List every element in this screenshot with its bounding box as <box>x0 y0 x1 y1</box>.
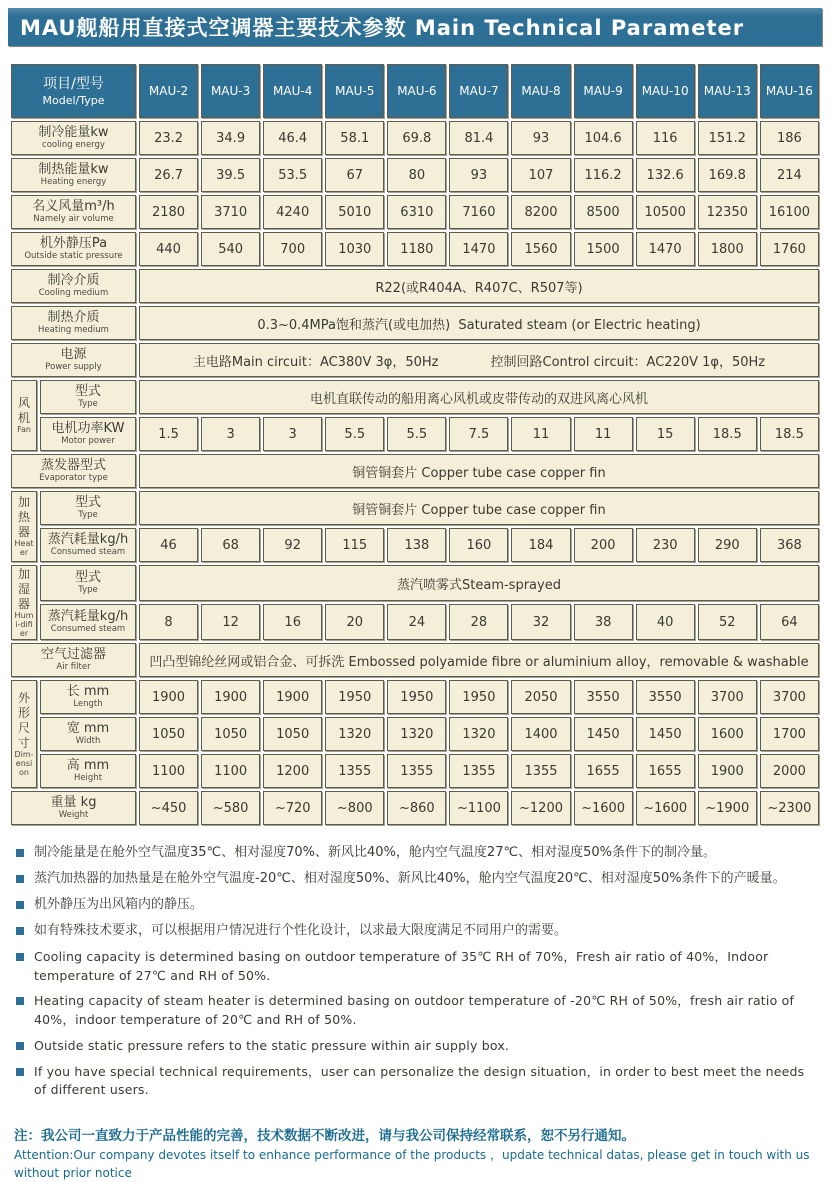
value-cell: 290 <box>698 528 757 562</box>
value-cell: 1700 <box>760 717 819 751</box>
bullet-icon <box>16 997 24 1005</box>
value-cell: ~860 <box>387 791 446 825</box>
spec-table-head <box>11 64 819 118</box>
value-cell: 3550 <box>636 680 695 714</box>
value-cell: 24 <box>387 604 446 640</box>
value-cell: 151.2 <box>698 121 757 155</box>
value-cell: 8 <box>139 604 198 640</box>
value-cell: 1950 <box>325 680 384 714</box>
value-cell: 1900 <box>201 680 260 714</box>
value-cell: 7.5 <box>449 417 508 451</box>
value-cell: 39.5 <box>201 158 260 192</box>
row-span-value: 主电路Main circuit：AC380V 3φ，50Hz 控制回路Control circuit：AC220V 1φ，50Hz <box>139 343 819 377</box>
value-cell: 1050 <box>139 717 198 751</box>
value-cell: 700 <box>263 232 322 266</box>
value-cell: 1470 <box>449 232 508 266</box>
row-label-zh: 蒸汽耗量kg/h <box>47 531 129 547</box>
note-item <box>14 948 816 986</box>
spec-table <box>8 61 822 828</box>
table-row <box>11 604 819 640</box>
row-label-en: Heating energy <box>40 176 107 187</box>
value-cell: 1450 <box>574 717 633 751</box>
value-cell: 186 <box>760 121 819 155</box>
value-cell: 1.5 <box>139 417 198 451</box>
row-label-cell <box>40 528 136 562</box>
bullet-icon <box>16 849 24 857</box>
value-cell: 1655 <box>636 754 695 788</box>
row-label-zh: 制冷能量kw <box>38 124 109 140</box>
row-label-zh: 型式 <box>74 494 101 510</box>
row-label-en: Motor power <box>61 435 115 446</box>
value-cell: 1030 <box>325 232 384 266</box>
header-model-mau-9: MAU-9 <box>574 64 633 118</box>
row-label-cell <box>11 643 136 677</box>
value-cell: 3 <box>201 417 260 451</box>
value-cell: 200 <box>574 528 633 562</box>
value-cell: 93 <box>511 121 570 155</box>
value-cell: 1760 <box>760 232 819 266</box>
table-row <box>11 232 819 266</box>
value-cell: 1320 <box>325 717 384 751</box>
value-cell: 1100 <box>139 754 198 788</box>
value-cell: 107 <box>511 158 570 192</box>
note-item <box>14 896 816 915</box>
group-label-en: Fan <box>17 425 31 435</box>
table-row <box>11 306 819 340</box>
value-cell: 169.8 <box>698 158 757 192</box>
value-cell: 1655 <box>574 754 633 788</box>
value-cell: 1050 <box>201 717 260 751</box>
row-label-zh: 制热介质 <box>47 309 100 325</box>
header-model-mau-8: MAU-8 <box>511 64 570 118</box>
group-label-zh: 外形尺寸 <box>17 691 30 751</box>
value-cell: 69.8 <box>387 121 446 155</box>
table-row <box>11 158 819 192</box>
value-cell: 4240 <box>263 195 322 229</box>
row-label-cell <box>11 232 136 266</box>
note-text: 如有特殊技术要求，可以根据用户情况进行个性化设计，以求最大限度满足不同用户的需要。 <box>34 922 568 938</box>
value-cell: 16 <box>263 604 322 640</box>
value-cell: 184 <box>511 528 570 562</box>
value-cell: 26.7 <box>139 158 198 192</box>
table-row <box>11 680 819 714</box>
value-cell: 23.2 <box>139 121 198 155</box>
value-cell: 3710 <box>201 195 260 229</box>
row-label-cell <box>40 604 136 640</box>
row-span-value: 蒸汽喷雾式Steam-sprayed <box>139 565 819 601</box>
row-label-zh: 名义风量m³/h <box>32 198 115 214</box>
value-cell: 116.2 <box>574 158 633 192</box>
value-cell: 80 <box>387 158 446 192</box>
value-cell: ~1100 <box>449 791 508 825</box>
note-text: 机外静压为出风箱内的静压。 <box>34 897 204 913</box>
value-cell: 1050 <box>263 717 322 751</box>
group-label-cell <box>11 380 37 451</box>
header-label-zh: 项目/型号 <box>43 76 104 93</box>
bullet-icon <box>16 1068 24 1076</box>
value-cell: 46.4 <box>263 121 322 155</box>
row-span-value: 铜管铜套片 Copper tube case copper fin <box>139 454 819 488</box>
bullet-icon <box>16 1042 24 1050</box>
attention-zh: 注：我公司一直致力于产品性能的完善，技术数据不断改进，请与我公司保持经常联系，恕不另行通知。 <box>14 1128 635 1145</box>
header-model-mau-2: MAU-2 <box>139 64 198 118</box>
note-item <box>14 844 816 863</box>
value-cell: 368 <box>760 528 819 562</box>
row-label-cell <box>11 343 136 377</box>
value-cell: 1355 <box>387 754 446 788</box>
note-text: Outside static pressure refers to the static pressure within air supply box. <box>34 1037 510 1053</box>
note-item <box>14 870 816 889</box>
group-label-zh: 加热器 <box>17 495 30 540</box>
header-model-mau-6: MAU-6 <box>387 64 446 118</box>
value-cell: 3700 <box>698 680 757 714</box>
row-label-en: Heating medium <box>38 324 109 335</box>
value-cell: 64 <box>760 604 819 640</box>
value-cell: 46 <box>139 528 198 562</box>
row-label-zh: 长 mm <box>66 684 110 700</box>
table-row <box>11 643 819 677</box>
row-label-en: Type <box>78 509 98 520</box>
row-label-zh: 电机功率KW <box>51 420 125 436</box>
value-cell: 1355 <box>325 754 384 788</box>
value-cell: 1200 <box>263 754 322 788</box>
row-label-cell <box>40 754 136 788</box>
row-label-en: Consumed steam <box>50 546 126 557</box>
table-row <box>11 380 819 414</box>
row-label-cell <box>40 491 136 525</box>
note-text: Heating capacity of steam heater is determined basing on outdoor temperature of -20℃ RH of 50%，fresh air ratio of 40%，indoor temperature of 20℃ and RH of 50%. <box>34 993 795 1028</box>
note-text: If you have special technical requirements，user can personalize the design situation，in order to best meet the needs of different users. <box>34 1063 805 1098</box>
table-row <box>11 754 819 788</box>
value-cell: ~720 <box>263 791 322 825</box>
value-cell: 540 <box>201 232 260 266</box>
row-label-zh: 高 mm <box>66 758 110 774</box>
value-cell: 81.4 <box>449 121 508 155</box>
table-row <box>11 195 819 229</box>
value-cell: 1355 <box>511 754 570 788</box>
row-span-value: R22(或R404A、R407C、R507等) <box>139 269 819 303</box>
row-label-zh: 电源 <box>60 346 87 362</box>
value-cell: ~800 <box>325 791 384 825</box>
row-label-cell <box>40 565 136 601</box>
value-cell: ~2300 <box>760 791 819 825</box>
value-cell: 1800 <box>698 232 757 266</box>
row-label-cell <box>11 195 136 229</box>
value-cell: 1950 <box>449 680 508 714</box>
value-cell: 5.5 <box>325 417 384 451</box>
value-cell: 1450 <box>636 717 695 751</box>
row-label-zh: 制冷介质 <box>47 272 100 288</box>
value-cell: 40 <box>636 604 695 640</box>
value-cell: 11 <box>574 417 633 451</box>
table-row <box>11 791 819 825</box>
value-cell: 1600 <box>698 717 757 751</box>
row-span-value: 铜管铜套片 Copper tube case copper fin <box>139 491 819 525</box>
row-label-en: Weight <box>58 810 89 821</box>
row-label-zh: 宽 mm <box>66 721 110 737</box>
value-cell: 8200 <box>511 195 570 229</box>
value-cell: 7160 <box>449 195 508 229</box>
value-cell: 12350 <box>698 195 757 229</box>
row-label-cell <box>11 306 136 340</box>
row-label-cell <box>40 680 136 714</box>
table-row <box>11 417 819 451</box>
header-model-mau-16: MAU-16 <box>760 64 819 118</box>
value-cell: 28 <box>449 604 508 640</box>
note-text: Cooling capacity is determined basing on outdoor temperature of 35℃ RH of 70%，Fresh air ratio of 40%，Indoor temperature of 27℃ and RH of 50%. <box>34 948 769 983</box>
note-item <box>14 1063 816 1101</box>
value-cell: 93 <box>449 158 508 192</box>
value-cell: 38 <box>574 604 633 640</box>
value-cell: 52 <box>698 604 757 640</box>
attention-en: Attention:Our company devotes itself to enhance performance of the products ，update technical datas, please get in touch with us without prior notice <box>14 1148 810 1181</box>
value-cell: 8500 <box>574 195 633 229</box>
row-span-value: 0.3~0.4MPa饱和蒸汽(或电加热) Saturated steam (or Electric heating) <box>139 306 819 340</box>
value-cell: 440 <box>139 232 198 266</box>
header-model-mau-13: MAU-13 <box>698 64 757 118</box>
row-label-cell <box>40 417 136 451</box>
value-cell: 3 <box>263 417 322 451</box>
note-text: 制冷能量是在舱外空气温度35℃、相对湿度70%、新风比40%，舱内空气温度27℃、相对湿度50%条件下的制冷量。 <box>34 845 716 861</box>
value-cell: 20 <box>325 604 384 640</box>
header-model-type-cell <box>11 64 136 118</box>
row-label-zh: 型式 <box>74 569 101 585</box>
value-cell: ~1600 <box>636 791 695 825</box>
row-label-cell <box>11 454 136 488</box>
value-cell: 116 <box>636 121 695 155</box>
row-span-value: 凹凸型锦纶丝网或铝合金、可拆洗 Embossed polyamide fibre or aluminium alloy，removable & washable <box>139 643 819 677</box>
row-label-zh: 空气过滤器 <box>40 647 106 663</box>
value-cell: 92 <box>263 528 322 562</box>
table-row <box>11 565 819 601</box>
value-cell: 10500 <box>636 195 695 229</box>
table-row <box>11 528 819 562</box>
group-label-cell <box>11 680 37 788</box>
value-cell: 58.1 <box>325 121 384 155</box>
header-model-mau-5: MAU-5 <box>325 64 384 118</box>
value-cell: 12 <box>201 604 260 640</box>
value-cell: 160 <box>449 528 508 562</box>
value-cell: 138 <box>387 528 446 562</box>
value-cell: 32 <box>511 604 570 640</box>
value-cell: 1950 <box>387 680 446 714</box>
value-cell: ~1900 <box>698 791 757 825</box>
value-cell: 34.9 <box>201 121 260 155</box>
group-label-en: Heater <box>14 539 34 557</box>
value-cell: 104.6 <box>574 121 633 155</box>
value-cell: 53.5 <box>263 158 322 192</box>
row-label-en: Length <box>73 699 103 710</box>
value-cell: 1320 <box>449 717 508 751</box>
header-label-en: Model/Type <box>42 93 105 107</box>
row-label-en: Cooling medium <box>38 287 109 298</box>
value-cell: 67 <box>325 158 384 192</box>
group-label-en: Dim-ension <box>14 750 34 777</box>
value-cell: 1400 <box>511 717 570 751</box>
value-cell: 1560 <box>511 232 570 266</box>
value-cell: 3700 <box>760 680 819 714</box>
group-label-en: Humi-difier <box>14 611 34 638</box>
row-label-en: Namely air volume <box>33 213 114 224</box>
value-cell: 18.5 <box>760 417 819 451</box>
attention-footer <box>8 1126 822 1182</box>
group-label-zh: 加湿器 <box>17 567 30 611</box>
table-row <box>11 343 819 377</box>
row-label-zh: 制热能量kw <box>38 161 109 177</box>
value-cell: 1320 <box>387 717 446 751</box>
value-cell: 5010 <box>325 195 384 229</box>
table-row <box>11 121 819 155</box>
value-cell: 1900 <box>698 754 757 788</box>
value-cell: 1100 <box>201 754 260 788</box>
row-label-cell <box>11 791 136 825</box>
row-label-zh: 机外静压Pa <box>39 235 108 251</box>
value-cell: 1355 <box>449 754 508 788</box>
row-label-zh: 蒸汽耗量kg/h <box>47 609 129 625</box>
group-label-cell <box>11 491 37 562</box>
note-item <box>14 992 816 1030</box>
row-label-cell <box>11 269 136 303</box>
value-cell: 214 <box>760 158 819 192</box>
bullet-icon <box>16 953 24 961</box>
value-cell: ~450 <box>139 791 198 825</box>
row-label-en: Air filter <box>56 662 91 673</box>
row-label-cell <box>11 121 136 155</box>
value-cell: 5.5 <box>387 417 446 451</box>
value-cell: ~580 <box>201 791 260 825</box>
header-model-mau-3: MAU-3 <box>201 64 260 118</box>
row-label-en: Height <box>73 773 103 784</box>
value-cell: 3550 <box>574 680 633 714</box>
note-item <box>14 1037 816 1056</box>
value-cell: 132.6 <box>636 158 695 192</box>
table-row <box>11 454 819 488</box>
note-text: 蒸汽加热器的加热量是在舱外空气温度-20℃、相对湿度50%、新风比40%，舱内空气温度20℃、相对湿度50%条件下的产暖量。 <box>34 871 786 887</box>
value-cell: ~1200 <box>511 791 570 825</box>
value-cell: 18.5 <box>698 417 757 451</box>
header-row <box>11 64 819 118</box>
value-cell: 2050 <box>511 680 570 714</box>
value-cell: 1470 <box>636 232 695 266</box>
value-cell: 15 <box>636 417 695 451</box>
row-label-en: cooling energy <box>42 139 105 150</box>
row-label-en: Evaporator type <box>39 472 108 483</box>
group-label-zh: 风机 <box>17 396 30 426</box>
table-row <box>11 717 819 751</box>
row-span-value: 电机直联传动的船用离心风机或皮带传动的双进风离心风机 <box>139 380 819 414</box>
value-cell: 115 <box>325 528 384 562</box>
row-label-zh: 蒸发器型式 <box>40 457 106 473</box>
notes-section <box>8 844 822 1100</box>
table-row <box>11 269 819 303</box>
bullet-icon <box>16 875 24 883</box>
bullet-icon <box>16 927 24 935</box>
value-cell: 2180 <box>139 195 198 229</box>
row-label-zh: 重量 kg <box>50 795 97 811</box>
table-row <box>11 491 819 525</box>
row-label-cell <box>11 158 136 192</box>
note-item <box>14 922 816 941</box>
header-model-mau-10: MAU-10 <box>636 64 695 118</box>
value-cell: 1500 <box>574 232 633 266</box>
row-label-cell <box>40 717 136 751</box>
value-cell: 11 <box>511 417 570 451</box>
row-label-zh: 型式 <box>74 383 101 399</box>
row-label-en: Type <box>78 584 98 595</box>
value-cell: 16100 <box>760 195 819 229</box>
value-cell: ~1600 <box>574 791 633 825</box>
value-cell: 230 <box>636 528 695 562</box>
value-cell: 1900 <box>139 680 198 714</box>
row-label-en: Outside static pressure <box>24 250 123 261</box>
header-model-mau-7: MAU-7 <box>449 64 508 118</box>
value-cell: 1900 <box>263 680 322 714</box>
value-cell: 6310 <box>387 195 446 229</box>
bullet-icon <box>16 901 24 909</box>
value-cell: 1180 <box>387 232 446 266</box>
row-label-cell <box>40 380 136 414</box>
row-label-en: Power supply <box>45 361 102 372</box>
page-title: MAU舰船用直接式空调器主要技术参数 Main Technical Parameter <box>8 8 822 46</box>
value-cell: 68 <box>201 528 260 562</box>
header-model-mau-4: MAU-4 <box>263 64 322 118</box>
row-label-en: Type <box>78 398 98 409</box>
value-cell: 2000 <box>760 754 819 788</box>
group-label-cell <box>11 565 37 640</box>
row-label-en: Consumed steam <box>50 624 126 635</box>
row-label-en: Width <box>75 736 101 747</box>
spec-table-body <box>11 121 819 825</box>
